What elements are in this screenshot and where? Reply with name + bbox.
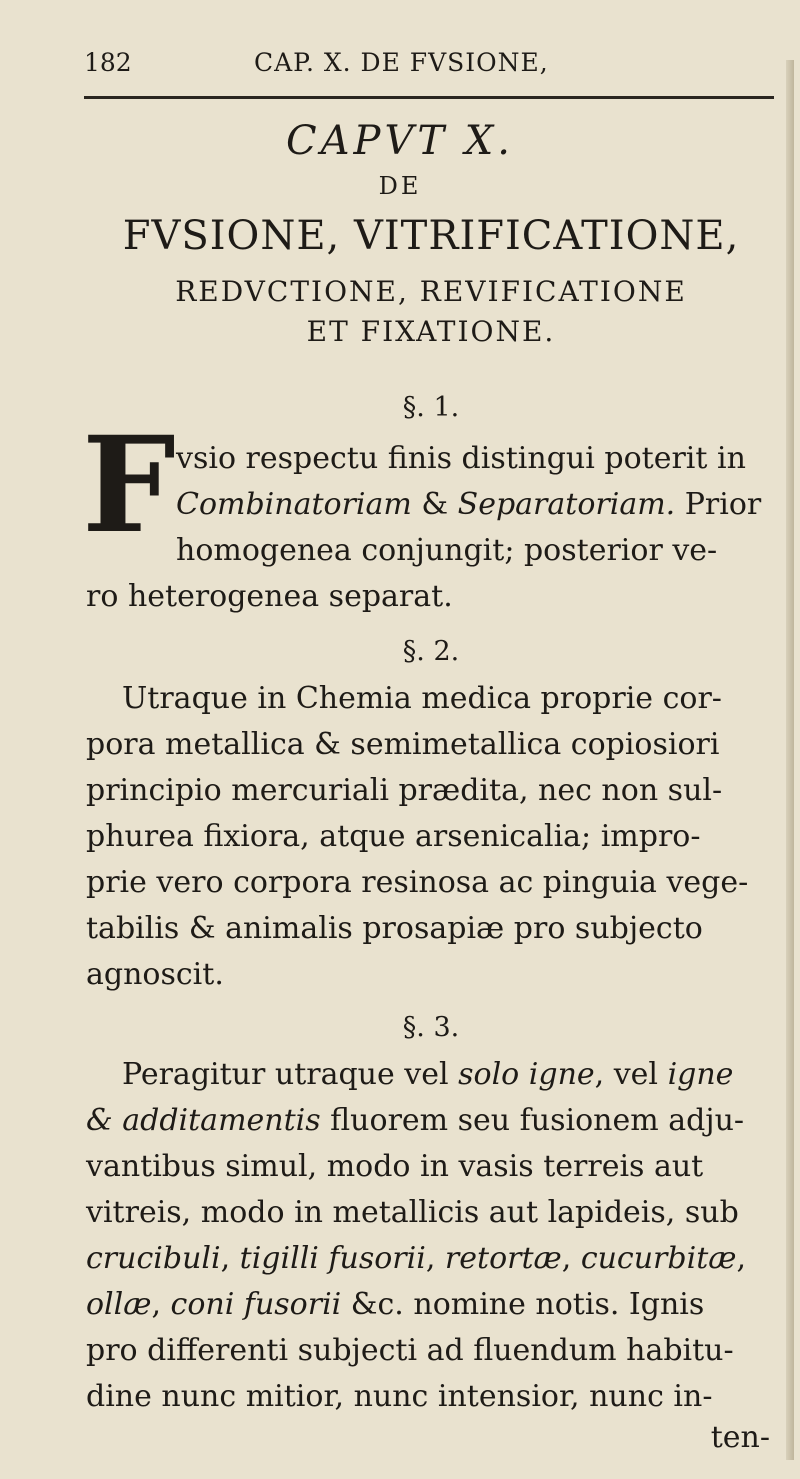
italic-text-run: crucibuli [86,1241,221,1276]
paragraph-line [86,727,776,762]
text-run: Peragitur utraque vel [122,1057,459,1092]
paragraph-line [176,441,776,476]
text-run: &c. nomine notis. Ignis [341,1287,705,1322]
drop-cap: F [82,408,176,563]
paragraph-line [86,1149,776,1184]
italic-text-run: cucurbitæ [580,1241,737,1276]
paragraph-line [86,957,776,992]
paragraph-line [86,819,776,854]
page-number: 182 [84,48,132,77]
section-mark-3: §. 3. [402,1012,460,1043]
text-run: principio mercuriali prædita, nec non sul- [86,773,723,808]
paragraph-line [122,1057,776,1092]
italic-text-run: retortæ [444,1241,562,1276]
section-mark-2: §. 2. [402,636,460,667]
title-de: DE [378,172,422,200]
title-line-2: REDVCTIONE, REVIFICATIONE [175,275,687,308]
italic-text-run: solo igne [458,1057,595,1092]
paragraph-line [86,773,776,808]
italic-text-run: ollæ [86,1287,152,1322]
text-run: & [411,487,458,522]
text-run: agnoscit. [86,957,224,992]
text-run: phurea fixiora, atque arsenicalia; impro- [86,819,701,854]
italic-text-run: Separatoriam. [457,487,676,522]
italic-text-run: coni fusorii [170,1287,342,1322]
catchword: ten- [710,1420,770,1455]
text-run: vitreis, modo in metallicis aut lapideis, sub [86,1195,739,1230]
italic-text-run: & additamentis [86,1103,321,1138]
paragraph-line [86,1241,776,1276]
text-run: Prior [675,487,762,522]
text-run: , [736,1241,746,1276]
text-run: vsio respectu finis distingui poterit in [176,441,746,476]
text-run: ro heterogenea separat. [86,579,453,614]
italic-text-run: Combinatoriam [176,487,412,522]
text-run: homogenea conjungit; posterior ve- [176,533,718,568]
text-run: , [151,1287,171,1322]
text-run: , [220,1241,240,1276]
paragraph-line [86,865,776,900]
paragraph-line [122,681,776,716]
text-run: prie vero corpora resinosa ac pinguia vege- [86,865,749,900]
running-head: CAP. X. DE FVSIONE, [254,48,549,77]
text-run: Utraque in Chemia medica proprie cor- [122,681,722,716]
section-mark-1: §. 1. [402,392,460,423]
paragraph-line [176,533,776,568]
next-page-edge [786,60,794,1460]
paragraph-line [86,1287,776,1322]
text-run: vantibus simul, modo in vasis terreis aut [86,1149,704,1184]
page-header [84,48,774,88]
title-line-3: ET FIXATIONE. [306,315,556,348]
paragraph-line [86,911,776,946]
paragraph-line [86,579,776,614]
italic-text-run: tigilli fusorii [239,1241,426,1276]
chapter-title: CAPVT X. [286,118,514,164]
text-run: , vel [594,1057,668,1092]
text-run: pora metallica & semimetallica copiosiori [86,727,720,762]
paragraph-line [176,487,776,522]
text-run: tabilis & animalis prosapiæ pro subjecto [86,911,703,946]
text-run: dine nunc mitior, nunc intensior, nunc in- [86,1379,713,1414]
paragraph-line [86,1379,776,1414]
italic-text-run: igne [667,1057,734,1092]
text-run: , [425,1241,445,1276]
paragraph-line [86,1333,776,1368]
title-line-1: FVSIONE, VITRIFICATIONE, [122,213,740,259]
paragraph-line [86,1195,776,1230]
header-rule [84,96,774,99]
text-run: , [561,1241,581,1276]
text-run: fluorem seu fusionem adju- [320,1103,745,1138]
paragraph-line [86,1103,776,1138]
text-run: pro differenti subjecti ad fluendum habitu- [86,1333,734,1368]
